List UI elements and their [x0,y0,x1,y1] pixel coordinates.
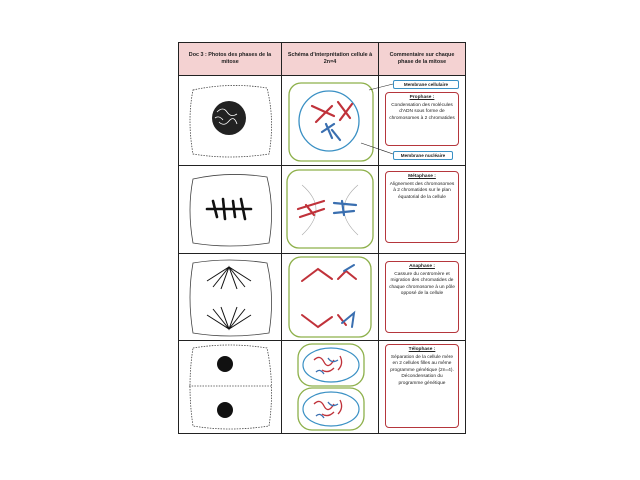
label-membrane-nucleaire: Membrane nucléaire [393,151,453,160]
header-photos: Doc 3 : Photos des phases de la mitose [179,43,282,76]
comment-telophase [385,344,459,428]
anaphase-title: Anaphase : [409,264,435,269]
metaphase-text: Alignement des chromosomes à 2 chromatides sur le plan équatorial de la cellule [389,181,455,200]
telophase-schema [282,340,379,433]
label-membrane-cellulaire: Membrane cellulaire [393,80,459,89]
comment-metaphase [385,171,459,243]
header-schema: Schéma d'interprétation cellule à 2n=4 [282,43,379,76]
prophase-title: Prophase : [409,95,435,100]
prophase-text: Condensation des molécules d'ADN sous forme de chromosomes à 2 chromatides [389,102,455,121]
anaphase-photo [179,253,282,340]
telophase-title: Télophase : [408,347,436,352]
mitosis-table [178,42,466,434]
metaphase-schema [282,165,379,253]
comment-anaphase [385,261,459,333]
telophase-text: Séparation de la cellule mère en 2 cellules filles au même programme génétique (2n=4). Décondensation du programme génétique [390,354,454,387]
anaphase-text: Cassure du centromère et migration des chromatides de chaque chromosome à un pôle opposé de la cellule [389,271,455,297]
metaphase-photo [179,165,282,253]
header-commentaire: Commentaire sur chaque phase de la mitose [379,43,465,76]
telophase-photo [179,340,282,433]
anaphase-schema [282,253,379,340]
metaphase-title: Métaphase : [408,174,436,179]
